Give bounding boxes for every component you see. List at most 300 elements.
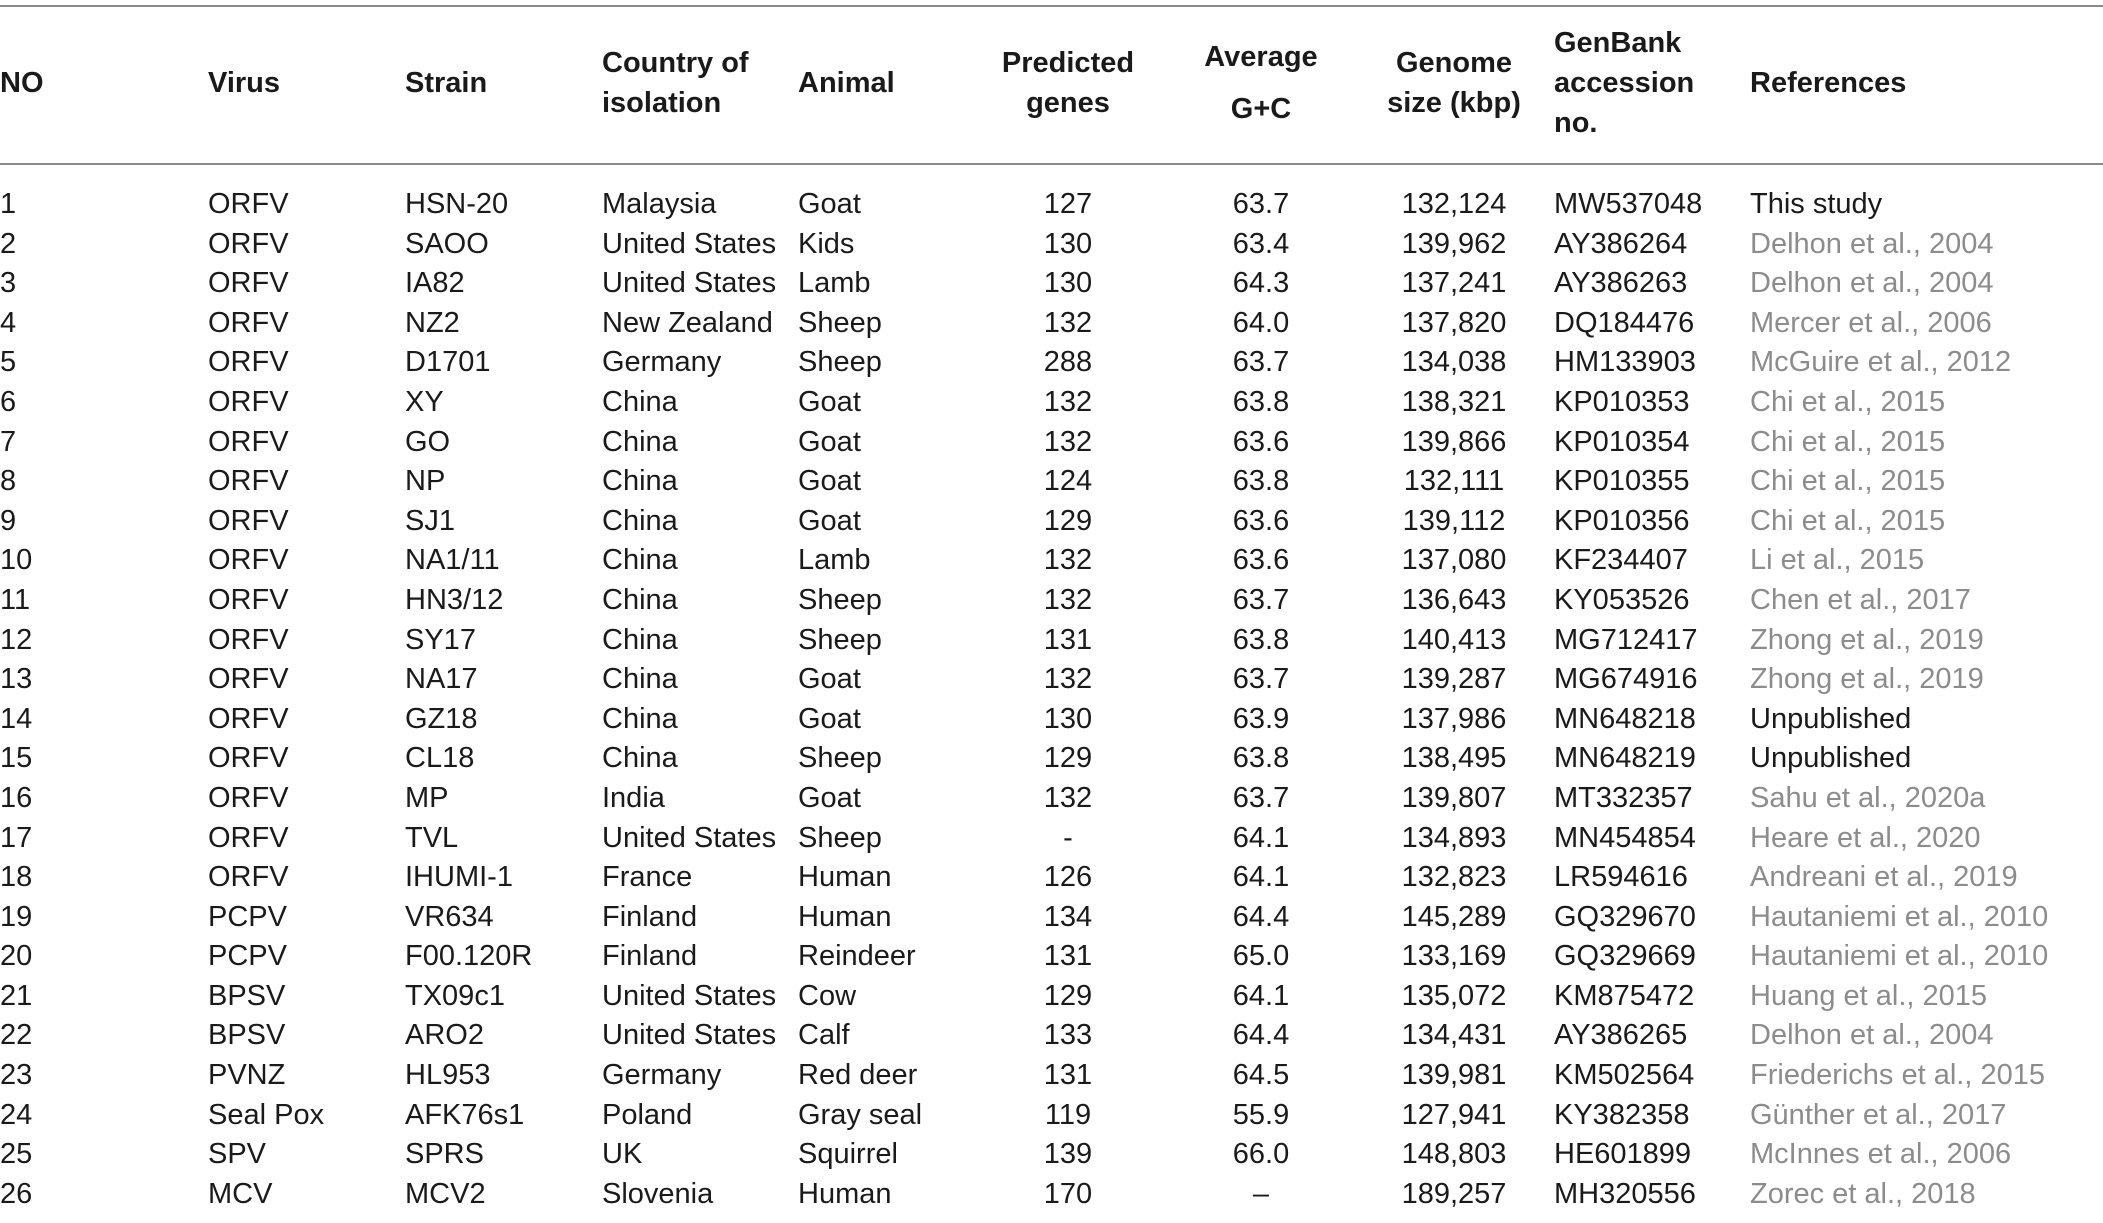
cell-reference[interactable]: Chen et al., 2017 [1750,583,1971,616]
table-row [0,937,2103,977]
cell-genome-size: 132,111 [1403,465,1505,498]
cell-average-gc: 63.7 [1232,583,1290,616]
cell-genome-size: 137,820 [1401,306,1507,339]
cell-reference[interactable]: Delhon et al., 2004 [1750,267,1994,300]
cell-genome-size: 134,893 [1401,821,1507,854]
cell-no: 6 [0,385,17,418]
cell-strain: SPRS [405,1138,484,1171]
cell-animal: Human [798,900,892,933]
table-row [0,185,2103,225]
table-row [0,660,2103,700]
cell-reference[interactable]: Li et al., 2015 [1750,544,1925,577]
table-row [0,541,2103,581]
cell-animal: Goat [798,504,861,537]
cell-animal: Goat [798,385,861,418]
cell-virus: ORFV [208,306,289,339]
cell-strain: IHUMI-1 [405,861,513,894]
header-spacer-cell [0,165,2103,185]
cell-reference[interactable]: Mercer et al., 2006 [1750,306,1992,339]
cell-no: 17 [0,821,33,854]
cell-predicted-genes: - [1063,821,1073,854]
cell-strain: SAOO [405,227,489,260]
cell-genbank-accession: KP010356 [1554,504,1690,537]
table-row [0,898,2103,938]
cell-no: 2 [0,227,17,260]
cell-virus: PVNZ [208,1059,286,1092]
cell-no: 10 [0,544,33,577]
cell-average-gc: 63.8 [1232,385,1290,418]
table-row [0,739,2103,779]
cell-virus: ORFV [208,781,289,814]
cell-average-gc: 64.1 [1232,979,1290,1012]
cell-average-gc: 63.8 [1232,465,1290,498]
cell-virus: ORFV [208,385,289,418]
cell-country: China [602,583,678,616]
cell-reference[interactable]: Friederichs et al., 2015 [1750,1059,2045,1092]
table-row [0,343,2103,383]
cell-genome-size: 139,981 [1401,1059,1507,1092]
cell-virus: ORFV [208,861,289,894]
cell-reference[interactable]: Günther et al., 2017 [1750,1098,2007,1131]
cell-genbank-accession: HM133903 [1554,346,1696,379]
cell-genome-size: 135,072 [1401,979,1507,1012]
cell-genome-size: 136,643 [1401,583,1507,616]
cell-genome-size: 127,941 [1401,1098,1507,1131]
cell-genome-size: 137,986 [1401,702,1507,735]
cell-reference[interactable]: Zhong et al., 2019 [1750,663,1984,696]
cell-country: India [602,781,665,814]
cell-genbank-accession: MW537048 [1554,188,1703,220]
cell-strain: HSN-20 [405,188,509,220]
cell-animal: Sheep [798,306,882,339]
table-row [0,304,2103,344]
cell-strain: HL953 [405,1059,491,1092]
cell-virus: ORFV [208,504,289,537]
cell-country: China [602,702,678,735]
table-row [0,423,2103,463]
cell-reference[interactable]: McInnes et al., 2006 [1750,1138,2012,1171]
cell-strain: NZ2 [405,306,460,339]
cell-country: France [602,861,693,894]
table-row [0,819,2103,859]
cell-country: United States [602,1019,777,1052]
cell-predicted-genes: 132 [1043,425,1093,458]
cell-animal: Goat [798,188,861,220]
cell-no: 9 [0,504,17,537]
cell-reference[interactable]: Andreani et al., 2019 [1750,861,2018,894]
cell-predicted-genes: 131 [1043,940,1093,973]
cell-genome-size: 139,866 [1401,425,1507,458]
header-country: Country of isolation [602,46,749,119]
cell-strain: SY17 [405,623,476,656]
cell-strain: IA82 [405,267,465,300]
cell-country: Slovenia [602,1177,714,1210]
cell-strain: NP [405,465,446,498]
cell-reference[interactable]: Hautaniemi et al., 2010 [1750,900,2049,933]
cell-reference[interactable]: Delhon et al., 2004 [1750,227,1994,260]
cell-virus: ORFV [208,267,289,300]
header-genome-size: Genome size (kbp) [1387,46,1521,119]
cell-predicted-genes: 127 [1043,188,1093,220]
cell-strain: HN3/12 [405,583,504,616]
cell-genome-size: 132,124 [1401,188,1507,220]
cell-genbank-accession: KY382358 [1554,1098,1690,1131]
cell-genome-size: 138,495 [1401,742,1507,775]
cell-average-gc: 66.0 [1232,1138,1290,1171]
cell-country: United States [602,267,777,300]
table-row [0,225,2103,265]
table-row [0,264,2103,304]
cell-genome-size: 137,241 [1401,267,1507,300]
cell-average-gc: 64.3 [1232,267,1290,300]
cell-no: 22 [0,1019,33,1052]
cell-average-gc: 64.1 [1232,821,1290,854]
table-row [0,700,2103,740]
table-row [0,977,2103,1017]
table-body [0,165,2103,1214]
cell-predicted-genes: 132 [1043,385,1093,418]
cell-strain: SJ1 [405,504,455,537]
header-spacer-row [0,165,2103,185]
cell-genbank-accession: KP010354 [1554,425,1690,458]
cell-average-gc: 63.8 [1232,623,1290,656]
cell-virus: ORFV [208,425,289,458]
cell-average-gc: 63.7 [1232,663,1290,696]
cell-predicted-genes: 132 [1043,781,1093,814]
cell-reference[interactable]: Delhon et al., 2004 [1750,1019,1994,1052]
cell-genbank-accession: KM502564 [1554,1059,1695,1092]
cell-no: 20 [0,940,33,973]
header-virus: Virus [208,66,281,99]
cell-average-gc: – [1252,1177,1270,1210]
cell-country: China [602,504,678,537]
cell-predicted-genes: 131 [1043,623,1093,656]
cell-country: United States [602,979,777,1012]
cell-no: 15 [0,742,33,775]
cell-strain: VR634 [405,900,494,933]
cell-animal: Gray seal [798,1098,923,1131]
cell-genbank-accession: KP010355 [1554,465,1690,498]
cell-animal: Human [798,1177,892,1210]
cell-reference[interactable]: Chi et al., 2015 [1750,425,1946,458]
cell-predicted-genes: 170 [1043,1177,1093,1210]
header-row [0,0,2103,165]
cell-virus: ORFV [208,465,289,498]
cell-genome-size: 137,080 [1401,544,1507,577]
cell-genbank-accession: MN648219 [1554,742,1696,775]
cell-virus: ORFV [208,346,289,379]
cell-country: China [602,465,678,498]
cell-virus: ORFV [208,188,289,220]
cell-genbank-accession: MN454854 [1554,821,1696,854]
cell-average-gc: 55.9 [1232,1098,1290,1131]
cell-virus: PCPV [208,900,287,933]
cell-predicted-genes: 129 [1043,504,1093,537]
table-row [0,1016,2103,1056]
cell-animal: Goat [798,663,861,696]
cell-strain: CL18 [405,742,475,775]
cell-genbank-accession: MN648218 [1554,702,1696,735]
table-row [0,1135,2103,1175]
table-row [0,1175,2103,1215]
cell-animal: Goat [798,702,861,735]
cell-genbank-accession: AY386264 [1554,227,1688,260]
cell-no: 24 [0,1098,33,1131]
cell-animal: Sheep [798,583,882,616]
header-animal: Animal [798,66,895,99]
cell-country: Germany [602,346,722,379]
cell-animal: Reindeer [798,940,916,973]
cell-country: Finland [602,940,698,973]
cell-genome-size: 189,257 [1401,1177,1507,1210]
cell-country: China [602,425,678,458]
cell-strain: NA1/11 [405,544,500,577]
table-row [0,383,2103,423]
cell-virus: ORFV [208,742,289,775]
cell-country: New Zealand [602,306,773,339]
table-row [0,462,2103,502]
cell-genome-size: 139,807 [1401,781,1507,814]
cell-average-gc: 64.5 [1232,1059,1290,1092]
cell-no: 14 [0,702,33,735]
table-row [0,858,2103,898]
header-no: NO [0,66,44,99]
cell-predicted-genes: 132 [1043,663,1093,696]
cell-genbank-accession: KF234407 [1554,544,1688,577]
cell-reference[interactable]: Chi et al., 2015 [1750,385,1946,418]
cell-virus: ORFV [208,583,289,616]
table-row [0,581,2103,621]
cell-virus: ORFV [208,227,289,260]
cell-no: 3 [0,267,17,300]
cell-no: 5 [0,346,17,379]
cell-strain: AFK76s1 [405,1098,525,1131]
cell-average-gc: 63.7 [1232,346,1290,379]
cell-no: 18 [0,861,33,894]
cell-no: 11 [0,583,31,616]
cell-genbank-accession: MG674916 [1554,663,1698,696]
cell-no: 7 [0,425,17,458]
cell-no: 12 [0,623,33,656]
cell-predicted-genes: 129 [1043,979,1093,1012]
cell-genbank-accession: HE601899 [1554,1138,1692,1171]
cell-strain: GZ18 [405,702,478,735]
cell-predicted-genes: 131 [1043,1059,1093,1092]
cell-strain: D1701 [405,346,491,379]
cell-predicted-genes: 119 [1044,1098,1092,1131]
cell-no: 4 [0,306,17,339]
table-row [0,502,2103,542]
cell-country: UK [602,1138,643,1171]
cell-predicted-genes: 132 [1043,306,1093,339]
cell-strain: XY [405,385,444,418]
cell-animal: Red deer [798,1059,918,1092]
cell-animal: Lamb [798,267,871,300]
cell-virus: BPSV [208,979,286,1012]
header-genbank-accession: GenBank accession no. [1554,26,1695,139]
cell-predicted-genes: 124 [1043,465,1093,498]
cell-reference[interactable]: Chi et al., 2015 [1750,504,1946,537]
cell-genome-size: 139,112 [1402,504,1506,537]
cell-country: China [602,623,678,656]
cell-genbank-accession: KP010353 [1554,385,1690,418]
cell-virus: SPV [208,1138,267,1171]
cell-average-gc: 64.4 [1232,900,1290,933]
cell-virus: ORFV [208,623,289,656]
cell-reference[interactable]: Sahu et al., 2020a [1750,781,1986,814]
cell-no: 16 [0,781,33,814]
cell-predicted-genes: 129 [1043,742,1093,775]
cell-virus: ORFV [208,544,289,577]
cell-no: 13 [0,663,33,696]
cell-reference: Unpublished [1750,742,1912,775]
cell-genome-size: 134,038 [1401,346,1507,379]
header-references: References [1750,66,1907,99]
cell-strain: TVL [405,821,459,854]
cell-genbank-accession: LR594616 [1554,861,1688,894]
cell-average-gc: 63.7 [1232,781,1290,814]
cell-country: China [602,742,678,775]
cell-virus: ORFV [208,821,289,854]
cell-animal: Goat [798,425,861,458]
cell-reference: Unpublished [1750,702,1912,735]
cell-genbank-accession: GQ329669 [1554,940,1696,973]
cell-no: 8 [0,465,17,498]
cell-genbank-accession: KM875472 [1554,979,1695,1012]
table-row [0,1096,2103,1136]
header-strain: Strain [405,66,488,99]
cell-country: China [602,385,678,418]
cell-predicted-genes: 288 [1043,346,1093,379]
cell-genome-size: 140,413 [1401,623,1507,656]
cell-reference[interactable]: Chi et al., 2015 [1750,465,1946,498]
cell-country: China [602,663,678,696]
cell-average-gc: 63.6 [1232,425,1290,458]
cell-genbank-accession: DQ184476 [1554,306,1695,339]
cell-reference[interactable]: McGuire et al., 2012 [1750,346,2012,379]
cell-genbank-accession: GQ329670 [1554,900,1696,933]
cell-predicted-genes: 130 [1043,267,1093,300]
cell-average-gc: 63.6 [1232,504,1290,537]
cell-strain: TX09c1 [405,979,505,1012]
cell-predicted-genes: 130 [1043,227,1093,260]
cell-virus: Seal Pox [208,1098,325,1131]
cell-animal: Squirrel [798,1138,898,1171]
cell-genbank-accession: MT332357 [1554,781,1693,814]
cell-predicted-genes: 132 [1043,583,1093,616]
cell-predicted-genes: 134 [1043,900,1093,933]
cell-strain: F00.120R [405,940,533,973]
cell-average-gc: 63.9 [1232,702,1290,735]
cell-genbank-accession: MH320556 [1554,1177,1696,1210]
table-row [0,779,2103,819]
header-predicted-genes: Predicted genes [1001,46,1135,119]
cell-animal: Sheep [798,821,882,854]
cell-animal: Lamb [798,544,871,577]
cell-genome-size: 132,823 [1401,861,1507,894]
cell-reference[interactable]: Heare et al., 2020 [1750,821,1981,854]
cell-no: 23 [0,1059,33,1092]
cell-country: United States [602,227,777,260]
cell-average-gc: 64.0 [1232,306,1290,339]
cell-genbank-accession: KY053526 [1554,583,1690,616]
cell-genome-size: 145,289 [1401,900,1507,933]
cell-genome-size: 138,321 [1401,385,1507,418]
cell-no: 25 [0,1138,33,1171]
cell-virus: MCV [208,1177,273,1210]
table-row [0,1056,2103,1096]
cell-reference[interactable]: Zorec et al., 2018 [1750,1177,1976,1210]
cell-country: Poland [602,1098,693,1131]
cell-virus: PCPV [208,940,287,973]
cell-no: 26 [0,1177,33,1210]
cell-animal: Sheep [798,623,882,656]
cell-genbank-accession: AY386265 [1554,1019,1688,1052]
cell-genome-size: 134,431 [1401,1019,1507,1052]
cell-no: 19 [0,900,33,933]
cell-virus: ORFV [208,663,289,696]
cell-genbank-accession: MG712417 [1554,623,1698,656]
cell-genome-size: 139,287 [1401,663,1507,696]
cell-genome-size: 139,962 [1401,227,1507,260]
table-row [0,621,2103,661]
cell-no: 21 [0,979,33,1012]
cell-animal: Sheep [798,346,882,379]
cell-animal: Sheep [798,742,882,775]
cell-virus: BPSV [208,1019,286,1052]
cell-no: 1 [0,188,17,220]
cell-country: United States [602,821,777,854]
cell-reference[interactable]: Hautaniemi et al., 2010 [1750,940,2049,973]
cell-average-gc: 63.6 [1232,544,1290,577]
cell-average-gc: 63.7 [1232,188,1290,220]
cell-reference: This study [1750,188,1883,220]
cell-virus: ORFV [208,702,289,735]
cell-animal: Human [798,861,892,894]
cell-animal: Goat [798,465,861,498]
cell-animal: Cow [798,979,857,1012]
cell-strain: MP [405,781,449,814]
cell-animal: Goat [798,781,861,814]
cell-country: Malaysia [602,188,717,220]
cell-country: Finland [602,900,698,933]
cell-predicted-genes: 132 [1043,544,1093,577]
cell-predicted-genes: 126 [1043,861,1093,894]
cell-country: Germany [602,1059,722,1092]
header-average-gc: Average G+C [1204,40,1318,125]
cell-strain: NA17 [405,663,478,696]
cell-genome-size: 133,169 [1401,940,1507,973]
cell-predicted-genes: 139 [1043,1138,1093,1171]
cell-genome-size: 148,803 [1401,1138,1507,1171]
cell-average-gc: 63.8 [1232,742,1290,775]
cell-average-gc: 65.0 [1232,940,1290,973]
cell-average-gc: 64.4 [1232,1019,1290,1052]
cell-strain: MCV2 [405,1177,486,1210]
cell-animal: Calf [798,1019,850,1052]
cell-strain: ARO2 [405,1019,484,1052]
cell-animal: Kids [798,227,855,260]
cell-strain: GO [405,425,451,458]
cell-reference[interactable]: Huang et al., 2015 [1750,979,1988,1012]
cell-genbank-accession: AY386263 [1554,267,1688,300]
cell-reference[interactable]: Zhong et al., 2019 [1750,623,1984,656]
cell-country: China [602,544,678,577]
cell-predicted-genes: 133 [1043,1019,1093,1052]
cell-average-gc: 63.4 [1232,227,1290,260]
cell-predicted-genes: 130 [1043,702,1093,735]
cell-average-gc: 64.1 [1232,861,1290,894]
